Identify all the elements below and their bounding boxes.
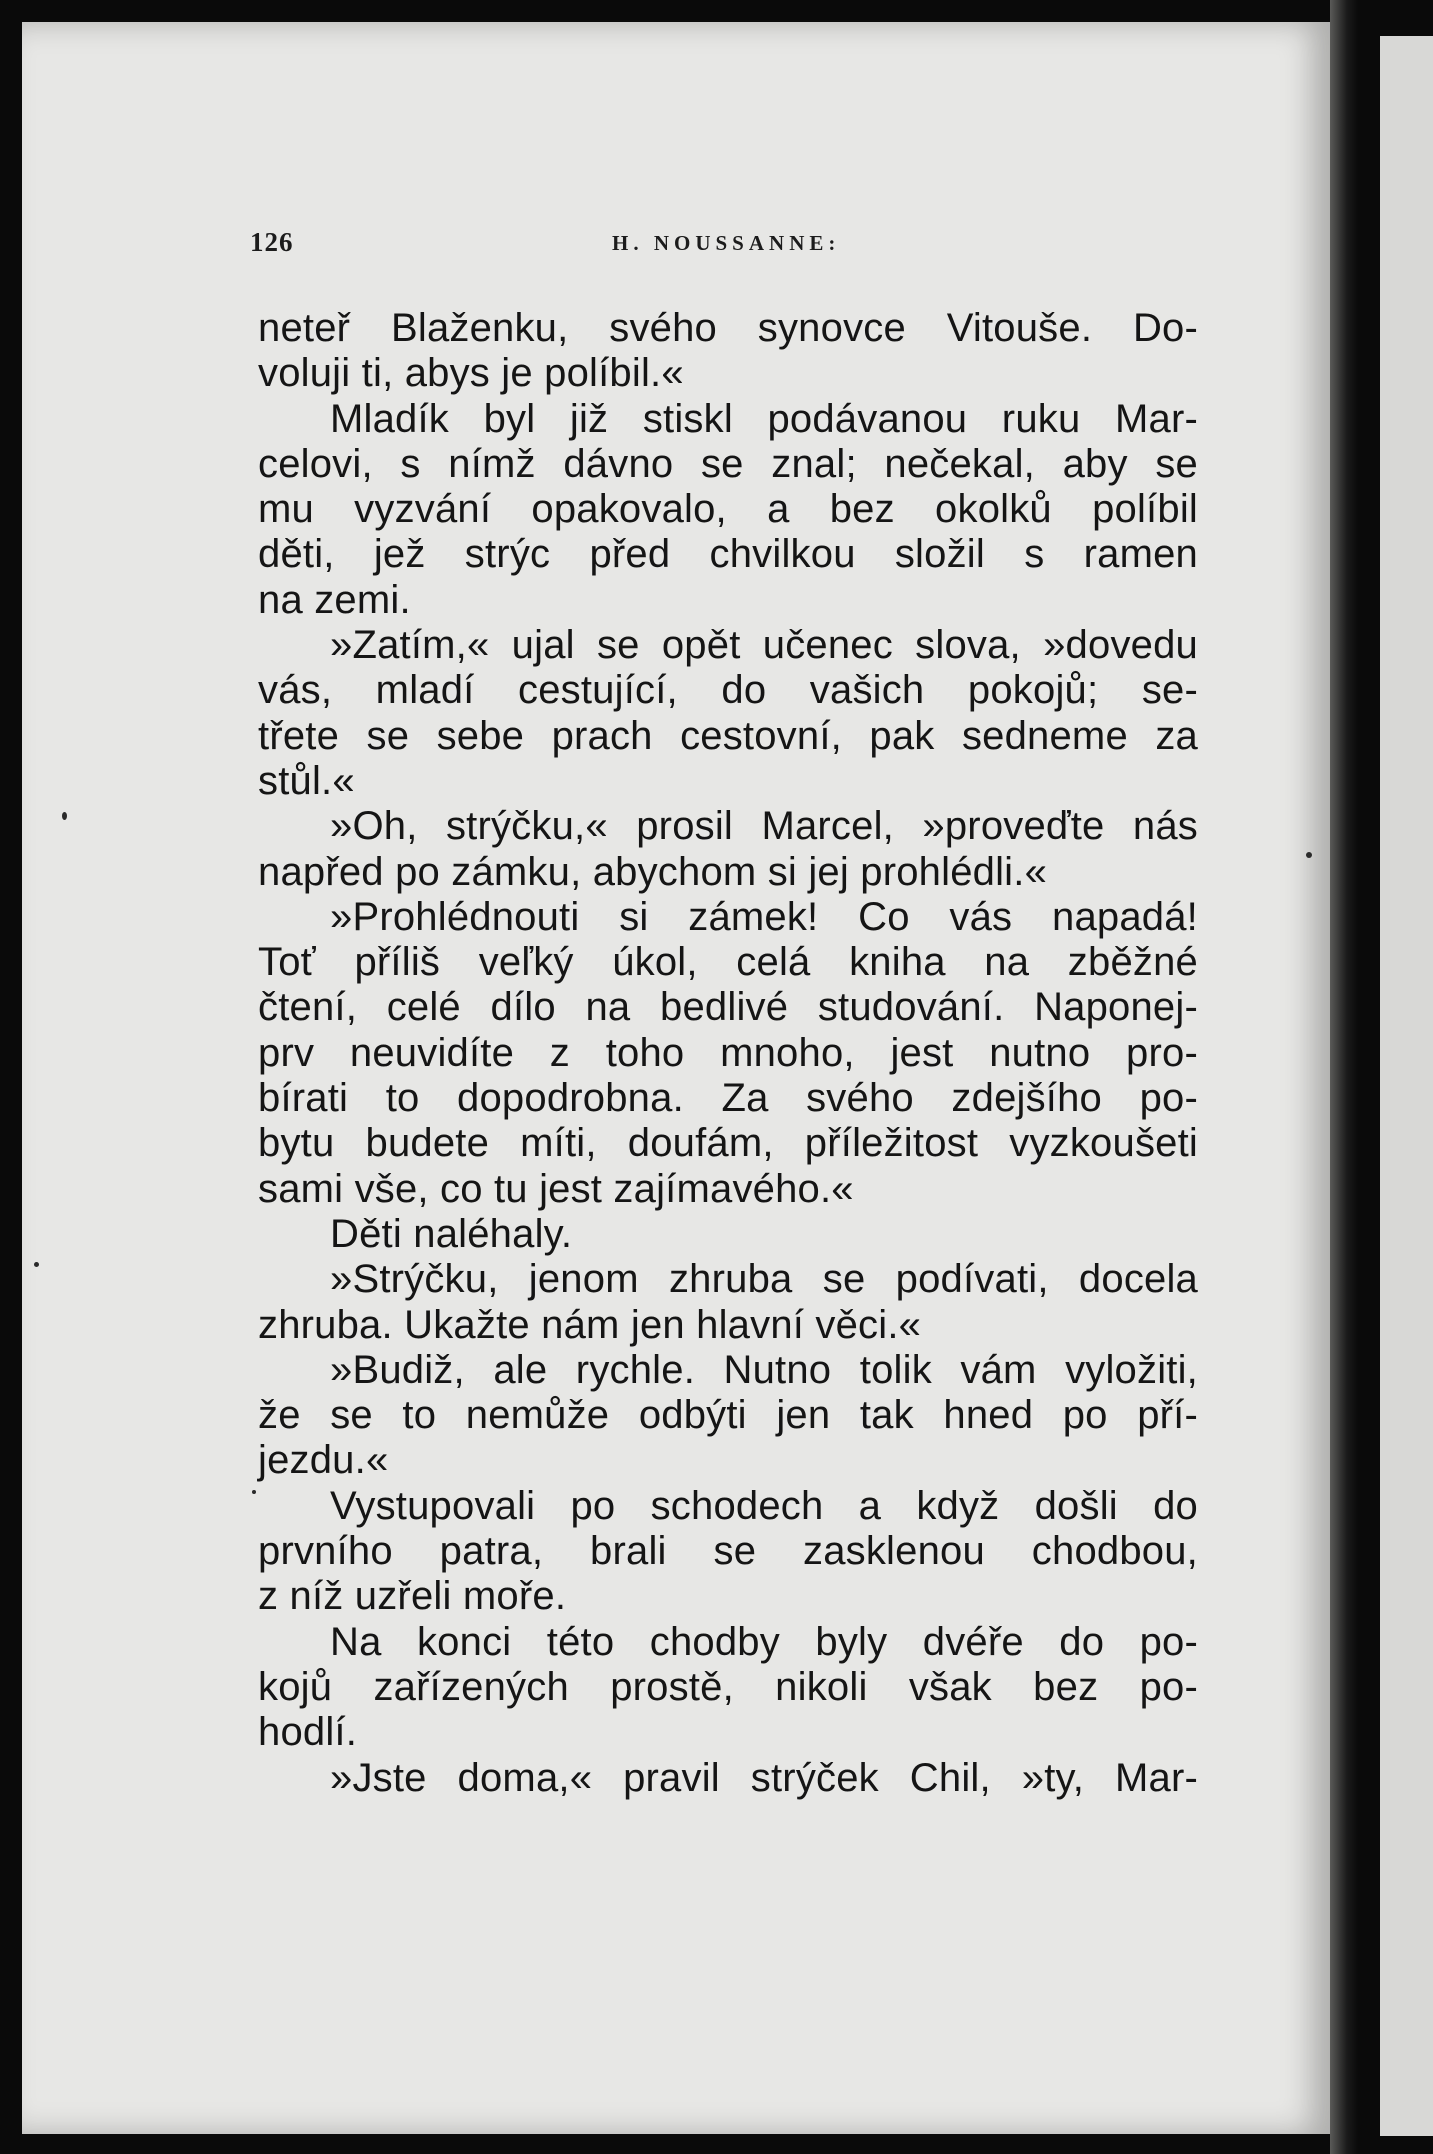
text-line: Na konci této chodby byly dvéře do po- xyxy=(330,1619,1198,1664)
text-line: »Zatím,« ujal se opět učenec slova, »dovedu xyxy=(330,623,1198,668)
text-line: mu vyzvání opakovalo, a bez okolků políbil xyxy=(258,487,1198,532)
text-line: hodlí. xyxy=(258,1710,358,1755)
text-line: děti, jež strýc před chvilkou složil s ramen xyxy=(258,532,1198,577)
text-line: »Budiž, ale rychle. Nutno tolik vám vyložiti, xyxy=(330,1347,1198,1392)
text-line: Mladík byl již stiskl podávanou ruku Mar- xyxy=(330,396,1198,441)
book-gutter xyxy=(1330,0,1358,2154)
text-line: třete se sebe prach cestovní, pak sedneme za xyxy=(258,713,1198,758)
text-line: celovi, s nímž dávno se znal; nečekal, aby se xyxy=(258,441,1198,486)
ink-speck xyxy=(1306,852,1312,858)
ink-speck xyxy=(62,812,67,820)
page-number: 126 xyxy=(250,227,294,257)
text-line: sami vše, co tu jest zajímavého.« xyxy=(258,1166,854,1211)
text-line: »Prohlédnouti si zámek! Co vás napadá! xyxy=(330,894,1198,939)
text-line: vás, mladí cestující, do vašich pokojů; se- xyxy=(258,668,1198,713)
text-line: »Jste doma,« pravil strýček Chil, »ty, Mar- xyxy=(330,1755,1198,1800)
text-line: čtení, celé dílo na bedlivé studování. Naponej- xyxy=(258,985,1198,1030)
ink-speck xyxy=(34,1262,39,1267)
page-header xyxy=(250,227,1198,267)
text-line: bírati to dopodrobna. Za svého zdejšího po- xyxy=(258,1076,1198,1121)
adjacent-page-edge xyxy=(1380,36,1433,2136)
text-line: z níž uzřeli moře. xyxy=(258,1574,567,1619)
text-line: »Oh, strýčku,« prosil Marcel, »proveďte nás xyxy=(330,804,1198,849)
text-line: stůl.« xyxy=(258,758,355,803)
text-line: prvního patra, brali se zasklenou chodbou, xyxy=(258,1529,1198,1574)
text-line: napřed po zámku, abychom si jej prohlédli.« xyxy=(258,849,1048,894)
text-line: zhruba. Ukažte nám jen hlavní věci.« xyxy=(258,1302,922,1347)
running-title: H. NOUSSANNE: xyxy=(612,231,841,255)
ink-speck xyxy=(252,1490,256,1494)
text-line: na zemi. xyxy=(258,577,411,622)
text-line: »Strýčku, jenom zhruba se podívati, docela xyxy=(330,1257,1198,1302)
text-line: prv neuvidíte z toho mnoho, jest nutno pro- xyxy=(258,1030,1198,1075)
body-text xyxy=(258,306,1198,1801)
text-line: jezdu.« xyxy=(258,1438,389,1483)
text-line: neteř Blaženku, svého synovce Vitouše. Do- xyxy=(258,306,1198,350)
text-line: Vystupovali po schodech a když došli do xyxy=(330,1483,1198,1528)
text-line: kojů zařízených prostě, nikoli však bez po- xyxy=(258,1664,1198,1709)
text-line: voluji ti, abys je políbil.« xyxy=(258,351,684,396)
text-line: Toť příliš veľký úkol, celá kniha na zběžné xyxy=(258,940,1198,985)
text-line: že se to nemůže odbýti jen tak hned po pří- xyxy=(258,1393,1198,1438)
text-line: bytu budete míti, doufám, příležitost vyzkoušeti xyxy=(258,1121,1198,1166)
text-line: Děti naléhaly. xyxy=(330,1211,573,1256)
